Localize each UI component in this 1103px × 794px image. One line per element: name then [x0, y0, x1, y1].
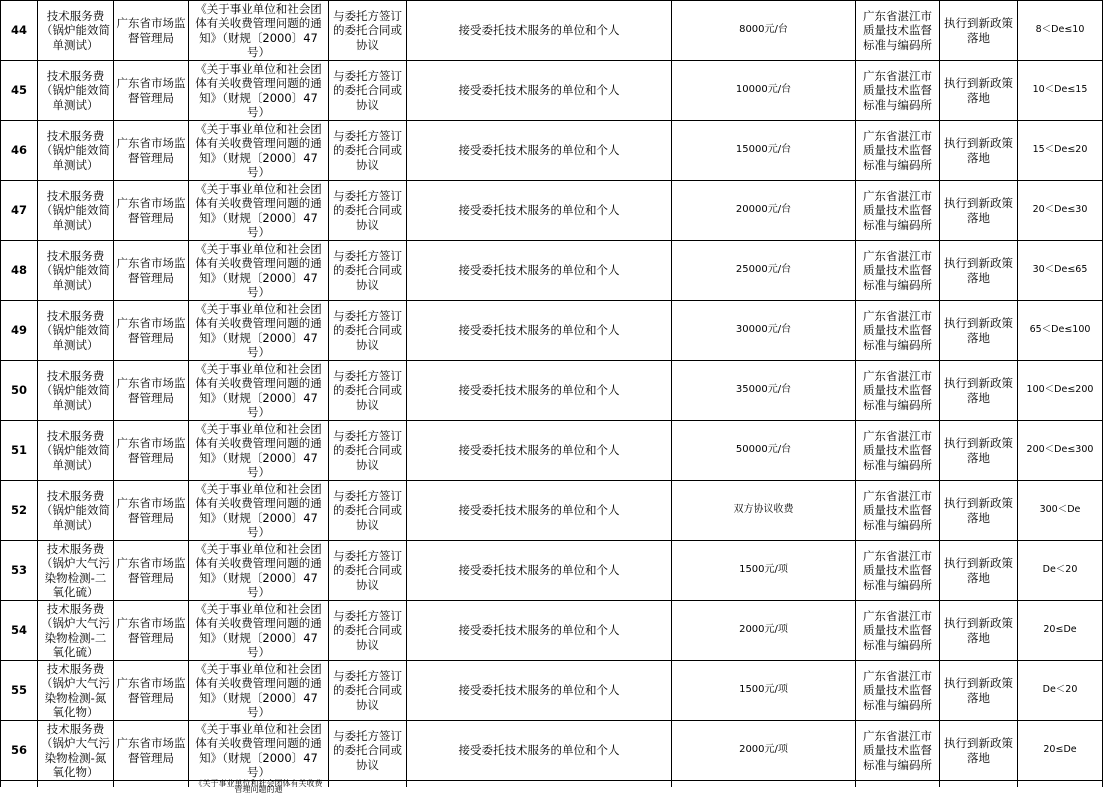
fee-item-name: 技术服务费（锅炉能效简单测试）	[38, 61, 114, 121]
fee-payer: 接受委托技术服务的单位和个人	[407, 181, 672, 241]
charging-method: 与委托方签订的委托合同或协议	[329, 361, 407, 421]
table-cell	[672, 781, 856, 788]
authority-department: 广东省市场监督管理局	[114, 481, 189, 541]
authority-department: 广东省市场监督管理局	[114, 121, 189, 181]
validity-period: 执行到新政策落地	[940, 541, 1018, 601]
table-cell	[114, 781, 189, 788]
authority-department: 广东省市场监督管理局	[114, 721, 189, 781]
row-number: 48	[1, 241, 38, 301]
fee-item-name: 技术服务费（锅炉能效简单测试）	[38, 181, 114, 241]
charging-method: 与委托方签订的委托合同或协议	[329, 661, 407, 721]
charging-unit: 广东省湛江市质量技术监督标准与编码所	[856, 241, 940, 301]
charging-basis: 《关于事业单位和社会团体有关收费管理问题的通知》（财规〔2000〕47号）	[189, 241, 329, 301]
table-cell	[940, 781, 1018, 788]
capacity-range: 65＜De≤100	[1018, 301, 1103, 361]
fee-payer: 接受委托技术服务的单位和个人	[407, 301, 672, 361]
table-row	[1, 601, 1103, 661]
charging-method: 与委托方签订的委托合同或协议	[329, 121, 407, 181]
table-row-partial	[1, 781, 1103, 788]
table-cell	[38, 781, 114, 788]
charging-basis: 《关于事业单位和社会团体有关收费管理问题的通知》（财规〔2000〕47号）	[189, 1, 329, 61]
fee-standard: 1500元/项	[672, 661, 856, 721]
authority-department: 广东省市场监督管理局	[114, 541, 189, 601]
row-number: 55	[1, 661, 38, 721]
fee-payer: 接受委托技术服务的单位和个人	[407, 421, 672, 481]
validity-period: 执行到新政策落地	[940, 481, 1018, 541]
charging-unit: 广东省湛江市质量技术监督标准与编码所	[856, 121, 940, 181]
charging-unit: 广东省湛江市质量技术监督标准与编码所	[856, 421, 940, 481]
validity-period: 执行到新政策落地	[940, 1, 1018, 61]
fee-standard: 35000元/台	[672, 361, 856, 421]
charging-basis: 《关于事业单位和社会团体有关收费管理问题的通知》（财规〔2000〕47号）	[189, 421, 329, 481]
charging-method: 与委托方签订的委托合同或协议	[329, 481, 407, 541]
fee-payer: 接受委托技术服务的单位和个人	[407, 601, 672, 661]
fee-standard: 8000元/台	[672, 1, 856, 61]
fee-payer: 接受委托技术服务的单位和个人	[407, 61, 672, 121]
charging-method: 与委托方签订的委托合同或协议	[329, 721, 407, 781]
authority-department: 广东省市场监督管理局	[114, 661, 189, 721]
fee-item-name: 技术服务费（锅炉大气污染物检测-二氧化硫）	[38, 601, 114, 661]
charging-unit: 广东省湛江市质量技术监督标准与编码所	[856, 481, 940, 541]
charging-unit: 广东省湛江市质量技术监督标准与编码所	[856, 1, 940, 61]
table-row	[1, 721, 1103, 781]
authority-department: 广东省市场监督管理局	[114, 361, 189, 421]
capacity-range: De＜20	[1018, 541, 1103, 601]
charging-basis: 《关于事业单位和社会团体有关收费管理问题的通知》（财规〔2000〕47号）	[189, 541, 329, 601]
capacity-range: 15＜De≤20	[1018, 121, 1103, 181]
row-number: 50	[1, 361, 38, 421]
charging-method: 与委托方签订的委托合同或协议	[329, 301, 407, 361]
table-row	[1, 481, 1103, 541]
authority-department: 广东省市场监督管理局	[114, 1, 189, 61]
table-row	[1, 541, 1103, 601]
table-cell	[329, 781, 407, 788]
validity-period: 执行到新政策落地	[940, 181, 1018, 241]
row-number: 56	[1, 721, 38, 781]
charging-method: 与委托方签订的委托合同或协议	[329, 601, 407, 661]
fee-standard: 20000元/台	[672, 181, 856, 241]
fee-payer: 接受委托技术服务的单位和个人	[407, 541, 672, 601]
fee-payer: 接受委托技术服务的单位和个人	[407, 121, 672, 181]
fee-item-name: 技术服务费（锅炉能效简单测试）	[38, 121, 114, 181]
charging-basis-text: 《关于事业单位和社会团体有关收费管理问题的通	[194, 779, 323, 794]
fee-standard: 1500元/项	[672, 541, 856, 601]
capacity-range: 20＜De≤30	[1018, 181, 1103, 241]
row-number: 49	[1, 301, 38, 361]
fee-standard: 15000元/台	[672, 121, 856, 181]
charging-unit: 广东省湛江市质量技术监督标准与编码所	[856, 361, 940, 421]
charging-basis: 《关于事业单位和社会团体有关收费管理问题的通知》（财规〔2000〕47号）	[189, 121, 329, 181]
fee-item-name: 技术服务费（锅炉能效简单测试）	[38, 301, 114, 361]
table-cell	[1018, 781, 1103, 788]
authority-department: 广东省市场监督管理局	[114, 421, 189, 481]
table-row	[1, 301, 1103, 361]
fee-standard: 双方协议收费	[672, 481, 856, 541]
row-number: 53	[1, 541, 38, 601]
charging-method: 与委托方签订的委托合同或协议	[329, 421, 407, 481]
charging-method: 与委托方签订的委托合同或协议	[329, 181, 407, 241]
fee-item-name: 技术服务费（锅炉大气污染物检测-二氧化硫）	[38, 541, 114, 601]
charging-method: 与委托方签订的委托合同或协议	[329, 241, 407, 301]
fee-item-name: 技术服务费（锅炉能效简单测试）	[38, 361, 114, 421]
capacity-range: 20≤De	[1018, 601, 1103, 661]
validity-period: 执行到新政策落地	[940, 721, 1018, 781]
row-number: 47	[1, 181, 38, 241]
fee-standard: 25000元/台	[672, 241, 856, 301]
row-number: 46	[1, 121, 38, 181]
table-cell	[856, 781, 940, 788]
capacity-range: 8＜De≤10	[1018, 1, 1103, 61]
charging-basis: 《关于事业单位和社会团体有关收费管理问题的通知》（财规〔2000〕47号）	[189, 481, 329, 541]
charging-basis: 《关于事业单位和社会团体有关收费管理问题的通知》（财规〔2000〕47号）	[189, 301, 329, 361]
fee-payer: 接受委托技术服务的单位和个人	[407, 481, 672, 541]
fee-standard: 10000元/台	[672, 61, 856, 121]
fee-payer: 接受委托技术服务的单位和个人	[407, 661, 672, 721]
table-row	[1, 1, 1103, 61]
table-row	[1, 241, 1103, 301]
row-number: 45	[1, 61, 38, 121]
validity-period: 执行到新政策落地	[940, 601, 1018, 661]
charging-method: 与委托方签订的委托合同或协议	[329, 541, 407, 601]
validity-period: 执行到新政策落地	[940, 421, 1018, 481]
table-row	[1, 421, 1103, 481]
charging-unit: 广东省湛江市质量技术监督标准与编码所	[856, 181, 940, 241]
validity-period: 执行到新政策落地	[940, 361, 1018, 421]
capacity-range: 20≤De	[1018, 721, 1103, 781]
charging-unit: 广东省湛江市质量技术监督标准与编码所	[856, 601, 940, 661]
fee-standard: 2000元/项	[672, 601, 856, 661]
capacity-range: De＜20	[1018, 661, 1103, 721]
charging-basis: 《关于事业单位和社会团体有关收费管理问题的通知》（财规〔2000〕47号）	[189, 661, 329, 721]
authority-department: 广东省市场监督管理局	[114, 61, 189, 121]
fee-item-name: 技术服务费（锅炉能效简单测试）	[38, 481, 114, 541]
fee-item-name: 技术服务费（锅炉能效简单测试）	[38, 421, 114, 481]
fee-standard: 50000元/台	[672, 421, 856, 481]
authority-department: 广东省市场监督管理局	[114, 241, 189, 301]
row-number: 44	[1, 1, 38, 61]
validity-period: 执行到新政策落地	[940, 661, 1018, 721]
charging-method: 与委托方签订的委托合同或协议	[329, 1, 407, 61]
charging-unit: 广东省湛江市质量技术监督标准与编码所	[856, 661, 940, 721]
table-cell	[407, 781, 672, 788]
charging-unit: 广东省湛江市质量技术监督标准与编码所	[856, 541, 940, 601]
fee-standard: 2000元/项	[672, 721, 856, 781]
capacity-range: 100＜De≤200	[1018, 361, 1103, 421]
fee-payer: 接受委托技术服务的单位和个人	[407, 241, 672, 301]
validity-period: 执行到新政策落地	[940, 121, 1018, 181]
authority-department: 广东省市场监督管理局	[114, 601, 189, 661]
fee-payer: 接受委托技术服务的单位和个人	[407, 721, 672, 781]
row-number: 51	[1, 421, 38, 481]
row-number: 52	[1, 481, 38, 541]
charging-basis: 《关于事业单位和社会团体有关收费管理问题的通知》（财规〔2000〕47号）	[189, 601, 329, 661]
row-number: 54	[1, 601, 38, 661]
validity-period: 执行到新政策落地	[940, 61, 1018, 121]
charging-method: 与委托方签订的委托合同或协议	[329, 61, 407, 121]
fee-item-name: 技术服务费（锅炉大气污染物检测-氮氧化物）	[38, 721, 114, 781]
table-row	[1, 121, 1103, 181]
charging-basis: 《关于事业单位和社会团体有关收费管理问题的通知》（财规〔2000〕47号）	[189, 721, 329, 781]
capacity-range: 30＜De≤65	[1018, 241, 1103, 301]
charging-unit: 广东省湛江市质量技术监督标准与编码所	[856, 721, 940, 781]
charging-basis	[189, 779, 329, 794]
fee-payer: 接受委托技术服务的单位和个人	[407, 1, 672, 61]
capacity-range: 200＜De≤300	[1018, 421, 1103, 481]
charging-unit: 广东省湛江市质量技术监督标准与编码所	[856, 301, 940, 361]
capacity-range: 10＜De≤15	[1018, 61, 1103, 121]
table-row	[1, 661, 1103, 721]
table-row	[1, 181, 1103, 241]
charging-basis: 《关于事业单位和社会团体有关收费管理问题的通知》（财规〔2000〕47号）	[189, 181, 329, 241]
authority-department: 广东省市场监督管理局	[114, 181, 189, 241]
table-cell	[1, 781, 38, 788]
charging-basis: 《关于事业单位和社会团体有关收费管理问题的通知》（财规〔2000〕47号）	[189, 61, 329, 121]
capacity-range: 300＜De	[1018, 481, 1103, 541]
table-body	[1, 1, 1103, 794]
fee-item-name: 技术服务费（锅炉能效简单测试）	[38, 241, 114, 301]
fee-item-name: 技术服务费（锅炉大气污染物检测-氮氧化物）	[38, 661, 114, 721]
fee-standard: 30000元/台	[672, 301, 856, 361]
table-row	[1, 361, 1103, 421]
fee-item-name: 技术服务费（锅炉能效简单测试）	[38, 1, 114, 61]
fee-payer: 接受委托技术服务的单位和个人	[407, 361, 672, 421]
charging-unit: 广东省湛江市质量技术监督标准与编码所	[856, 61, 940, 121]
validity-period: 执行到新政策落地	[940, 301, 1018, 361]
charging-basis: 《关于事业单位和社会团体有关收费管理问题的通知》（财规〔2000〕47号）	[189, 361, 329, 421]
table-row	[1, 61, 1103, 121]
validity-period: 执行到新政策落地	[940, 241, 1018, 301]
authority-department: 广东省市场监督管理局	[114, 301, 189, 361]
